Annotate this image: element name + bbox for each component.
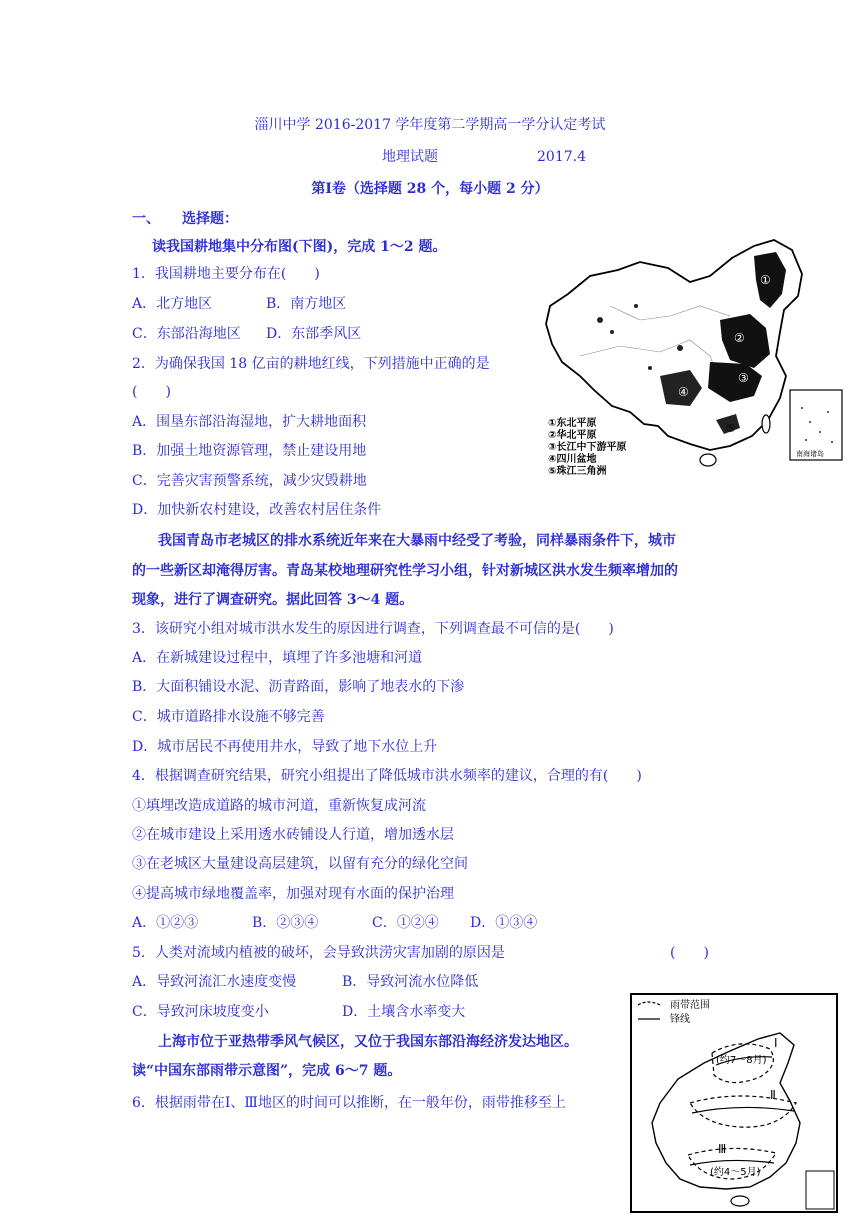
intro-2-line-3: 现象，进行了调查研究。据此回答 3～4 题。 <box>132 592 414 608</box>
intro-3-line-1: 上海市位于亚热带季风气候区，又位于我国东部沿海经济发达地区。 <box>158 1034 578 1050</box>
q4-statement-1: ①填埋改造成道路的城市河道，重新恢复成河流 <box>132 798 426 814</box>
intro-2-line-2: 的一些新区却淹得厉害。青岛某校地理研究性学习小组，针对新城区洪水发生频率增加的 <box>132 563 678 579</box>
legend-item-3: ③长江中下游平原 <box>548 442 627 453</box>
intro-1: 读我国耕地集中分布图(下图)，完成 1～2 题。 <box>152 239 447 255</box>
marker-5: ⑤ <box>726 422 736 435</box>
q1-stem: 1．我国耕地主要分布在( ) <box>132 266 320 282</box>
q5-option-a: A．导致河流汇水速度变慢 <box>132 974 297 990</box>
region-3-label: Ⅲ <box>718 1142 727 1156</box>
part-label: 选择题： <box>182 211 238 227</box>
q3-option-a: A．在新城建设过程中，填埋了许多池塘和河道 <box>132 650 423 666</box>
q2-paren: ( ) <box>132 384 171 400</box>
legend-item-1: ①东北平原 <box>548 418 597 429</box>
region-2-label: Ⅱ <box>770 1088 776 1102</box>
exam-date: 2017.4 <box>537 149 586 165</box>
legend-item-4: ④四川盆地 <box>548 454 597 465</box>
rain-belt-map <box>630 993 838 1213</box>
q4-option-d: D．①③④ <box>470 915 538 931</box>
q4-statement-2: ②在城市建设上采用透水砖铺设人行道，增加透水层 <box>132 827 454 843</box>
q1-option-b: B．南方地区 <box>266 296 347 312</box>
q2-stem: 2．为确保我国 18 亿亩的耕地红线，下列措施中正确的是 <box>132 356 490 372</box>
q2-option-d: D．加快新农村建设，改善农村居住条件 <box>132 502 382 518</box>
q4-option-b: B．②③④ <box>252 915 319 931</box>
exam-title: 淄川中学 2016-2017 学年度第二学期高一学分认定考试 <box>254 117 606 133</box>
marker-2: ② <box>734 331 745 345</box>
q3-option-b: B．大面积铺设水泥、沥青路面，影响了地表水的下渗 <box>132 679 465 695</box>
region-3-time: (约4～5月) <box>710 1167 761 1178</box>
q4-option-a: A．①②③ <box>132 915 199 931</box>
q4-option-c: C．①②④ <box>372 915 439 931</box>
q2-option-c: C．完善灾害预警系统，减少灾毁耕地 <box>132 473 367 489</box>
intro-2-line-1: 我国青岛市老城区的排水系统近年来在大暴雨中经受了考验，同样暴雨条件下，城市 <box>158 533 676 549</box>
region-1-time: (约7～8月) <box>716 1055 767 1066</box>
q3-stem: 3．该研究小组对城市洪水发生的原因进行调查，下列调查最不可信的是( ) <box>132 621 614 637</box>
q6-stem: 6．根据雨带在Ⅰ、Ⅲ地区的时间可以推断，在一般年份，雨带推移至上 <box>132 1095 566 1111</box>
legend-front-line: 锋线 <box>670 1014 690 1025</box>
q5-stem: 5．人类对流域内植被的破坏，会导致洪涝灾害加剧的原因是 <box>132 945 505 961</box>
q4-statement-3: ③在老城区大量建设高层建筑，以留有充分的绿化空间 <box>132 856 468 872</box>
farmland-map <box>540 236 848 484</box>
q2-option-a: A．围垦东部沿海湿地，扩大耕地面积 <box>132 414 367 430</box>
q3-option-d: D．城市居民不再使用井水，导致了地下水位上升 <box>132 739 438 755</box>
q5-option-c: C．导致河床坡度变小 <box>132 1004 269 1020</box>
marker-1: ① <box>760 273 771 287</box>
q4-statement-4: ④提高城市绿地覆盖率，加强对现有水面的保护治理 <box>132 886 454 902</box>
inset-label: 南海诸岛 <box>796 450 824 458</box>
q1-option-d: D．东部季风区 <box>266 326 362 342</box>
q5-option-d: D．土壤含水率变大 <box>342 1004 466 1020</box>
q1-option-c: C．东部沿海地区 <box>132 326 241 342</box>
legend-rain-belt: 雨带范围 <box>670 1000 710 1011</box>
q2-option-b: B．加强土地资源管理，禁止建设用地 <box>132 443 367 459</box>
q3-option-c: C．城市道路排水设施不够完善 <box>132 709 325 725</box>
section-title: 第Ⅰ卷（选择题 28 个，每小题 2 分） <box>311 181 549 197</box>
q4-stem: 4．根据调查研究结果，研究小组提出了降低城市洪水频率的建议，合理的有( ) <box>132 768 642 784</box>
legend-item-5: ⑤珠江三角洲 <box>548 466 607 477</box>
part-number: 一、 <box>132 211 160 227</box>
region-1-label: Ⅰ <box>774 1036 778 1050</box>
q5-paren: ( ) <box>670 945 709 961</box>
subject-label: 地理试题 <box>382 149 438 165</box>
intro-3-line-2: 读“中国东部雨带示意图”，完成 6～7 题。 <box>132 1063 402 1079</box>
legend-item-2: ②华北平原 <box>548 430 597 441</box>
q5-option-b: B．导致河流水位降低 <box>342 974 479 990</box>
marker-3: ③ <box>738 371 749 385</box>
q1-option-a: A．北方地区 <box>132 296 213 312</box>
marker-4: ④ <box>678 385 689 399</box>
